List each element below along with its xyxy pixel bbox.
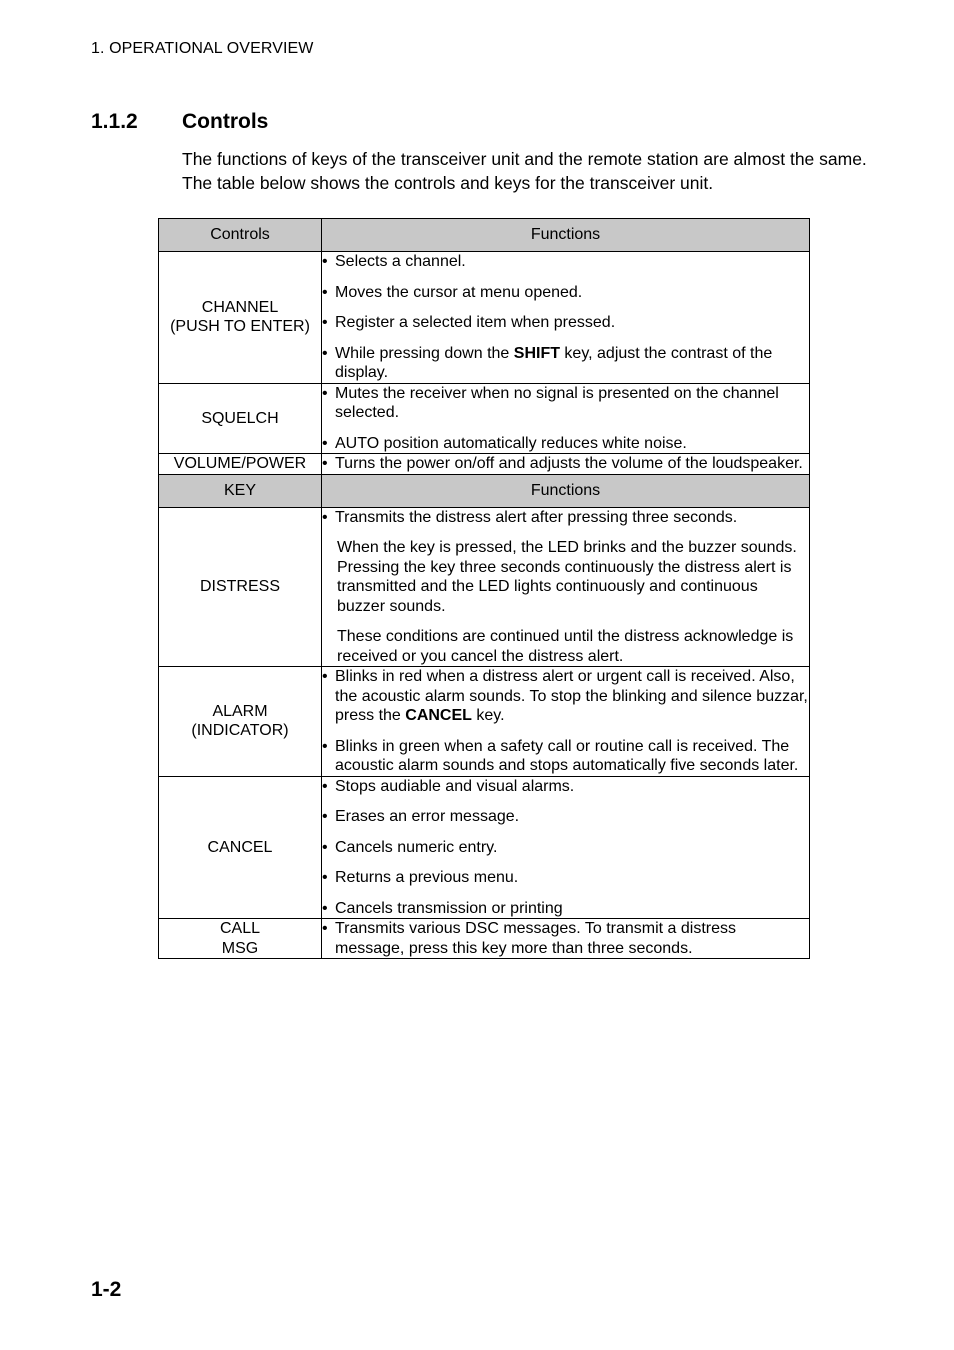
key-function-cell bbox=[322, 507, 810, 667]
function-text: Returns a previous menu. bbox=[335, 869, 519, 886]
function-text: Transmits various DSC messages. To transmit a distress message, press this key more than three seconds. bbox=[335, 920, 737, 957]
controls-header-col1: Controls bbox=[159, 219, 322, 252]
key-function-cell bbox=[322, 919, 810, 959]
controls-name-cell bbox=[159, 454, 322, 475]
controls-header-col2: Functions bbox=[322, 219, 810, 252]
function-text: Stops audiable and visual alarms. bbox=[335, 777, 575, 795]
function-text: key. bbox=[471, 707, 505, 724]
controls-row bbox=[159, 252, 810, 384]
function-text: Cancels transmission or printing bbox=[335, 899, 563, 917]
controls-name-cell bbox=[159, 383, 322, 454]
controls-row bbox=[159, 383, 810, 454]
intro-paragraph: The functions of keys of the transceiver unit and the remote station are almost the same. The table below shows the controls and keys for the transceiver unit. bbox=[182, 149, 867, 193]
function-bullet bbox=[322, 283, 809, 303]
controls-function-cell bbox=[322, 383, 810, 454]
key-row bbox=[159, 919, 810, 959]
function-text: key, adjust the contrast of the display. bbox=[335, 344, 773, 381]
function-bullet bbox=[322, 838, 809, 858]
function-bullet bbox=[322, 454, 809, 474]
function-bullet bbox=[322, 252, 809, 272]
key-row bbox=[159, 667, 810, 777]
function-bullet bbox=[322, 737, 809, 776]
function-paragraph: These conditions are continued until the distress acknowledge is received or you cancel the distress alert. bbox=[337, 628, 794, 665]
function-bullet bbox=[322, 313, 809, 333]
function-paragraph: When the key is pressed, the LED brinks and the buzzer sounds. Pressing the key three seconds continuously the distress alert is transmitted and the LED lights continuously and continuous buzzer sounds. bbox=[337, 539, 797, 615]
function-bullet bbox=[322, 899, 809, 919]
key-header-col2: Functions bbox=[322, 474, 810, 507]
function-bullet bbox=[322, 344, 809, 383]
key-name-cell bbox=[159, 507, 322, 667]
controls-name-cell bbox=[159, 252, 322, 384]
key-name-line: ALARM bbox=[212, 702, 268, 720]
controls-row bbox=[159, 454, 810, 475]
key-header-row bbox=[159, 474, 810, 507]
function-text: Turns the power on/off and adjusts the volume of the loudspeaker. bbox=[335, 455, 803, 472]
function-bullet bbox=[322, 777, 809, 797]
function-text: Transmits the distress alert after pressing three seconds. bbox=[335, 508, 738, 526]
controls-header-row bbox=[159, 219, 810, 252]
function-bullet bbox=[322, 807, 809, 827]
function-bullet bbox=[322, 919, 809, 958]
function-text: Blinks in green when a safety call or routine call is received. The acoustic alarm sounds and stops automatically five seconds later. bbox=[335, 737, 799, 774]
controls-name-line: VOLUME/POWER bbox=[173, 455, 307, 472]
function-bullet bbox=[322, 667, 809, 726]
key-name-line: DISTRESS bbox=[199, 578, 280, 595]
key-name-emphasis: SHIFT bbox=[513, 344, 560, 362]
function-text: Cancels numeric entry. bbox=[335, 838, 498, 856]
function-bullet bbox=[322, 508, 809, 528]
function-text: Blinks in red when a distress alert or urgent call is received. Also, the acoustic alarm sounds. To stop the blinking and silence buzzar, press the bbox=[335, 668, 808, 724]
key-name-emphasis: CANCEL bbox=[405, 707, 472, 724]
key-name-line: CANCEL bbox=[207, 838, 273, 856]
function-bullet bbox=[322, 868, 809, 888]
function-bullet bbox=[322, 384, 809, 423]
key-row bbox=[159, 776, 810, 919]
function-text: While pressing down the bbox=[335, 344, 514, 362]
section-number: 1.1.2 bbox=[91, 110, 138, 133]
controls-function-cell bbox=[322, 454, 810, 475]
key-name-line: CALL bbox=[219, 920, 261, 937]
running-header: 1. OPERATIONAL OVERVIEW bbox=[91, 40, 314, 57]
function-text: Register a selected item when pressed. bbox=[335, 314, 616, 331]
key-name-cell bbox=[159, 667, 322, 777]
key-row bbox=[159, 507, 810, 667]
key-name-cell bbox=[159, 776, 322, 919]
key-function-cell bbox=[322, 667, 810, 777]
function-text: AUTO position automatically reduces white noise. bbox=[335, 434, 687, 452]
function-text: Moves the cursor at menu opened. bbox=[335, 283, 583, 301]
function-text: Mutes the receiver when no signal is presented on the channel selected. bbox=[335, 384, 779, 421]
section-title: Controls bbox=[182, 110, 269, 133]
controls-function-cell bbox=[322, 252, 810, 384]
controls-name-line: SQUELCH bbox=[201, 409, 279, 427]
key-name-cell bbox=[159, 919, 322, 959]
section-heading bbox=[91, 110, 268, 134]
key-name-line: (INDICATOR) bbox=[191, 722, 289, 740]
key-header-col1: KEY bbox=[159, 474, 322, 507]
controls-name-line: CHANNEL bbox=[201, 298, 279, 316]
controls-table-body bbox=[159, 219, 810, 959]
function-text: Selects a channel. bbox=[335, 253, 466, 270]
function-bullet bbox=[322, 434, 809, 454]
function-text: Erases an error message. bbox=[335, 808, 520, 825]
page-number: 1-2 bbox=[91, 1278, 122, 1301]
controls-name-line: (PUSH TO ENTER) bbox=[170, 318, 310, 336]
key-name-line: MSG bbox=[221, 939, 259, 957]
key-function-cell bbox=[322, 776, 810, 919]
controls-table bbox=[158, 218, 810, 959]
